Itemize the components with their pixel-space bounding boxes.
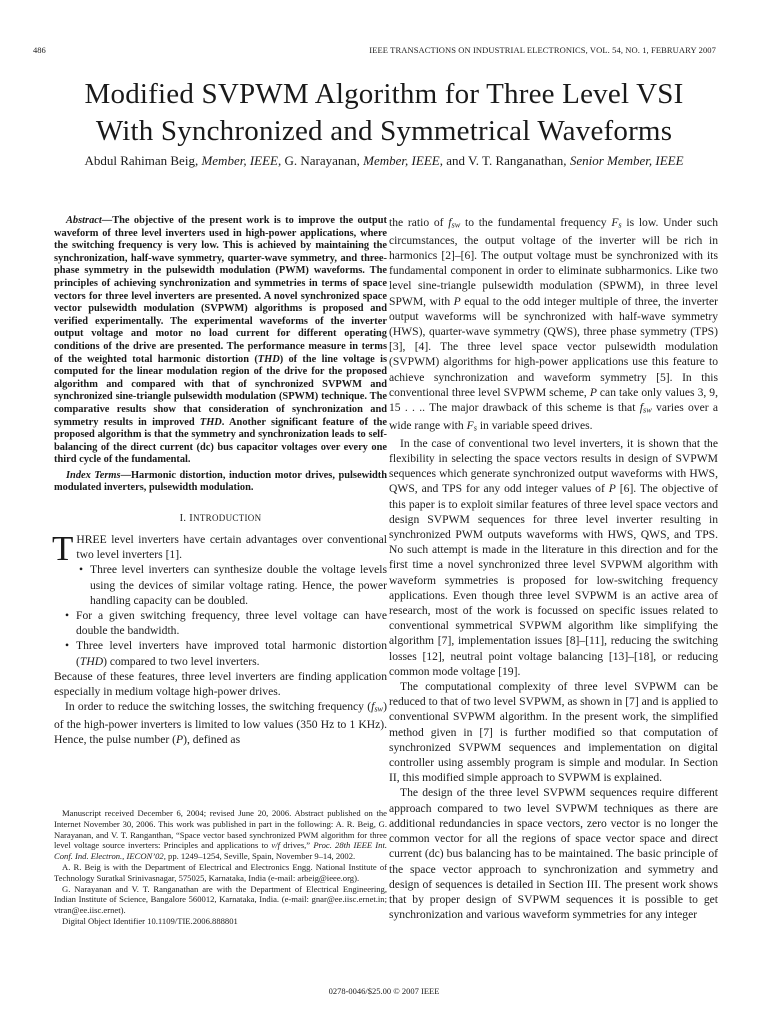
author-1-role: Member, IEEE [201, 153, 278, 168]
section-title: NTRODUCTION [193, 513, 262, 524]
list-item-text-end: ) compared to two level inverters. [103, 654, 260, 668]
list-item: • For a given switching frequency, three level voltage can have double the bandwidth. [65, 609, 387, 638]
abstract-text-1: —The objective of the present work is to improve the output waveform of three level inverters used in high-power applications, where the switching frequency is very low. This is achieved by maintaining the synchronization, half-wave symmetry, quarter-wave symmetry, and three-phase symmetry in the pulsewidth modulation (PWM) waveforms. The principles of achieving synchronization and symmetries in terms of space vectors for three level inverters are presented. A novel synchronized space vector pulsewidth modulation (SVPWM) algorithms is proposed and verified experimentally. The experimental waveforms of the inverter output voltage and motor no load current for different operating conditions of the drive are presented. The performance measure in terms of the weighted total harmonic distortion ( [54, 215, 387, 365]
abstract [54, 215, 387, 467]
footnote-text-a: Manuscript received December 6, 2004; revised June 20, 2006. Abstract published on the Internet November 30, 2006. This work was published in part in the following: A. R. Beig, G. Narayanan, and V. T. Ranganthan, “Space vector based synchronized PWM algorithm for three level voltage source inverters: Principles and applications to [54, 808, 387, 851]
math-values: 3, 9, 15 . . . [389, 385, 718, 415]
intro-paragraph-1: HREE level inverters have certain advantages over conventional two level inverters [1]. [76, 533, 387, 562]
r-text: . The major drawback of this scheme is that [422, 401, 640, 415]
math-fsw-sub: sw [451, 220, 461, 230]
abstract-label: Abstract [66, 215, 102, 226]
index-terms-label: Index Terms [66, 469, 121, 481]
list-item-thd: THD [79, 654, 104, 668]
author-3-name: , and V. T. Ranganathan, [439, 153, 570, 168]
footnote-manuscript [54, 808, 387, 862]
math-Fs-sub: s [618, 220, 622, 230]
abstract-thd-1: THD [257, 353, 280, 365]
author-2-role: Member, IEEE [363, 153, 440, 168]
intro-paragraph-2: Because of these features, three level inverters are finding application especially in medium voltage high-power drives. [54, 669, 387, 699]
right-paragraph-4: The design of the three level SVPWM sequences require different approach compared to two level SVPWM techniques as there are additional redundancies in space vectors, zero vector is no longer the common vector for all the regions of space vector space and direct current (dc) bus balancing has to be maintained. The basic principle of the space vector approach to synchronization and symmetry and design of sequences is detailed in Section III. The present work shows that by proper design of SVPWM sequences it is possible to get synchronization and various waveform symmetries for any integer [389, 786, 718, 922]
left-column [54, 215, 387, 748]
math-P: P [453, 294, 461, 308]
footnote-text-c: , pp. 1249–1254, Seville, Spain, November 9–14, 2002. [163, 851, 356, 862]
right-paragraph-2 [389, 436, 718, 679]
r-text: varies over a wide range with [389, 401, 719, 432]
author-3-role: Senior Member, IEEE [569, 153, 684, 168]
footnote-text-b: drives,” [279, 840, 314, 851]
math-Fs: F [466, 418, 474, 432]
footnotes [54, 808, 387, 927]
right-column [389, 215, 718, 922]
index-terms [54, 470, 387, 495]
footnote-doi: Digital Object Identifier 10.1109/TIE.2006.888801 [62, 915, 238, 926]
math-fsw-sub: sw [374, 704, 384, 714]
right-paragraph-1 [389, 215, 718, 436]
section-number: I. I [179, 513, 194, 525]
paper-title [0, 76, 768, 150]
page-number: 486 [33, 45, 46, 55]
math-P: P [608, 482, 616, 496]
r-text: is low. Under such circumstances, the output voltage of the inverter will be rich in harmonics [2]–[6]. The output voltage must be synchronized with its fundamental component in order to eliminate subharmonics. Like two level sine-triangle pulsewidth modulation (SPWM), in three level SPWM, with [389, 216, 719, 308]
footnote-author-narayanan: G. Narayanan and V. T. Ranganathan are with the Department of Electrical Engineering, Indian Institute of Science, Bangalore 560012, Karnataka, India. (e-mail: gnar@ee.iisc.ernet.in; vtran@ee.iisc.ernet). [54, 883, 387, 916]
r-text: [6]. The objective of this paper is to exploit similar features of three level space vectors and design SVPWM sequences for three level inverter resulting in synchronized PWM outputs waveforms with HWS, QWS, and TPS. No such attempt is made in the literature in this direction and for the first time a novel synchronized three level SVPWM algorithm with waveform symmetries is proposed for low-switching frequency applications. Even though three level SVPWM is an active area of research, most of the work is focussed on specific issues related to conventional symmetrical SVPWM algorithm like simplifying the algorithm [7], implementation issues [8]–[11], reducing the switching losses [12], neutral point voltage balancing [13]–[18], or reducing common mode voltage [19]. [389, 482, 718, 678]
copyright-line: 0278-0046/$25.00 © 2007 IEEE [328, 986, 440, 996]
intro-paragraph-3 [54, 699, 387, 747]
title-line-2: With Synchronized and Symmetrical Waveforms [95, 115, 673, 147]
drop-cap: T [52, 529, 74, 569]
author-list [0, 153, 768, 169]
r-text: can take only values [596, 385, 698, 399]
math-Fs: F [611, 216, 619, 229]
r-text: in variable speed drives. [476, 418, 593, 432]
math-P: P [589, 385, 597, 399]
r-text: In the case of conventional two level inverters, it is shown that the flexibility in selecting the space vectors results in design of SVPWM sequences which generate synchronized output waveforms with HWS, QWS, and TPS for any odd integer values of [389, 436, 718, 496]
abstract-text-3: . Another significant feature of the proposed algorithm is that the symmetry and synchronization leads to self-balancing of the direct current (dc) bus capacitor voltages over every one third cycle of the fundamental. [54, 416, 387, 466]
math-fsw-sub: sw [642, 405, 652, 415]
list-item: • Three level inverters have improved total harmonic distortion (THD) compared to two level inverters. [65, 639, 387, 668]
math-P: P [176, 733, 184, 747]
p3-text-a: In order to reduce the switching losses, the switching frequency ( [65, 700, 372, 714]
r-text: to the fundamental frequency [460, 216, 612, 229]
footnote-proceedings: Proc. 28th IEEE Int. Conf. Ind. Electron., IECON’02 [54, 840, 387, 862]
math-fsw: f [371, 700, 375, 714]
advantages-list [54, 562, 387, 668]
intro-first-paragraph [52, 529, 387, 569]
index-terms-text: —Harmonic distortion, induction motor drives, pulsewidth modulated inverters, pulsewidth modulation. [54, 469, 387, 494]
right-paragraph-3: The computational complexity of three level SVPWM can be reduced to that of two level SVPWM, as shown in [7] and is applied to conventional SVPWM algorithm. In the present work, the simplified method given in [7] is further modified so that computation of synchronized SVPWM sequences and implementation on digital controller using assembly program is simple and modular. In Section II, this modified simple approach to SVPWM is explained. [389, 680, 718, 785]
author-1-name: Abdul Rahiman Beig, [84, 153, 202, 168]
footnote-author-beig: A. R. Beig is with the Department of Electrical and Electronics Engg. National Institute of Technology Suratkal Srinivasnagar, 575025, Karnataka, India (e-mail: arbeig@ieee.org). [54, 861, 387, 883]
list-item-text: For a given switching frequency, three level voltage can have double the bandwidth. [76, 609, 387, 638]
journal-header: IEEE TRANSACTIONS ON INDUSTRIAL ELECTRONICS, VOL. 54, NO. 1, FEBRUARY 2007 [369, 45, 716, 55]
p3-text-c: ), defined as [183, 733, 241, 747]
list-item: • Three level inverters can synthesize double the voltage levels using the devices of similar voltage rating. Hence, the power handling capacity can be doubled. [79, 563, 387, 607]
p3-text-b: ) of the high-power inverters is limited to low values (350 Hz to 1 KHz). Hence, the pulse number ( [54, 700, 387, 747]
footnote-vf: v/f [271, 840, 280, 851]
title-line-1: Modified SVPWM Algorithm for Three Level VSI [84, 78, 684, 110]
author-2-name: , G. Narayanan, [277, 153, 364, 168]
abstract-text-2: ) of the line voltage is computed for the linear modulation region of the drive for the proposed algorithm and compared with that of synchronized SVPWM and synchronized sine-triangle pulsewidth modulation (SPWM) technique. The comparative results show that consideration of synchronization and symmetry results in improved [54, 353, 387, 428]
section-heading-introduction [54, 513, 387, 524]
r-text: the ratio of [389, 216, 449, 229]
math-fsw: f [639, 401, 643, 415]
abstract-thd-2: THD [199, 416, 222, 428]
r-text: equal to the odd integer multiple of three, the inverter output waveforms will be synchronized with half-wave symmetry (HWS), quarter-wave symmetry (QWS), three phase symmetry (TPS) [3], [4]. The three level space vector pulsewidth modulation (SVPWM) algorithms for high-power applications use this feature to achieve synchronization and waveform symmetry [5]. In this conventional three level SVPWM scheme, [389, 294, 718, 399]
math-fsw: f [448, 216, 452, 229]
list-item-text: Three level inverters have improved total harmonic distortion ( [76, 639, 387, 668]
list-item-text: Three level inverters can synthesize double the voltage levels using the devices of similar voltage rating. Hence, the power handling capacity can be doubled. [90, 563, 387, 607]
math-Fs-sub: s [473, 423, 477, 433]
